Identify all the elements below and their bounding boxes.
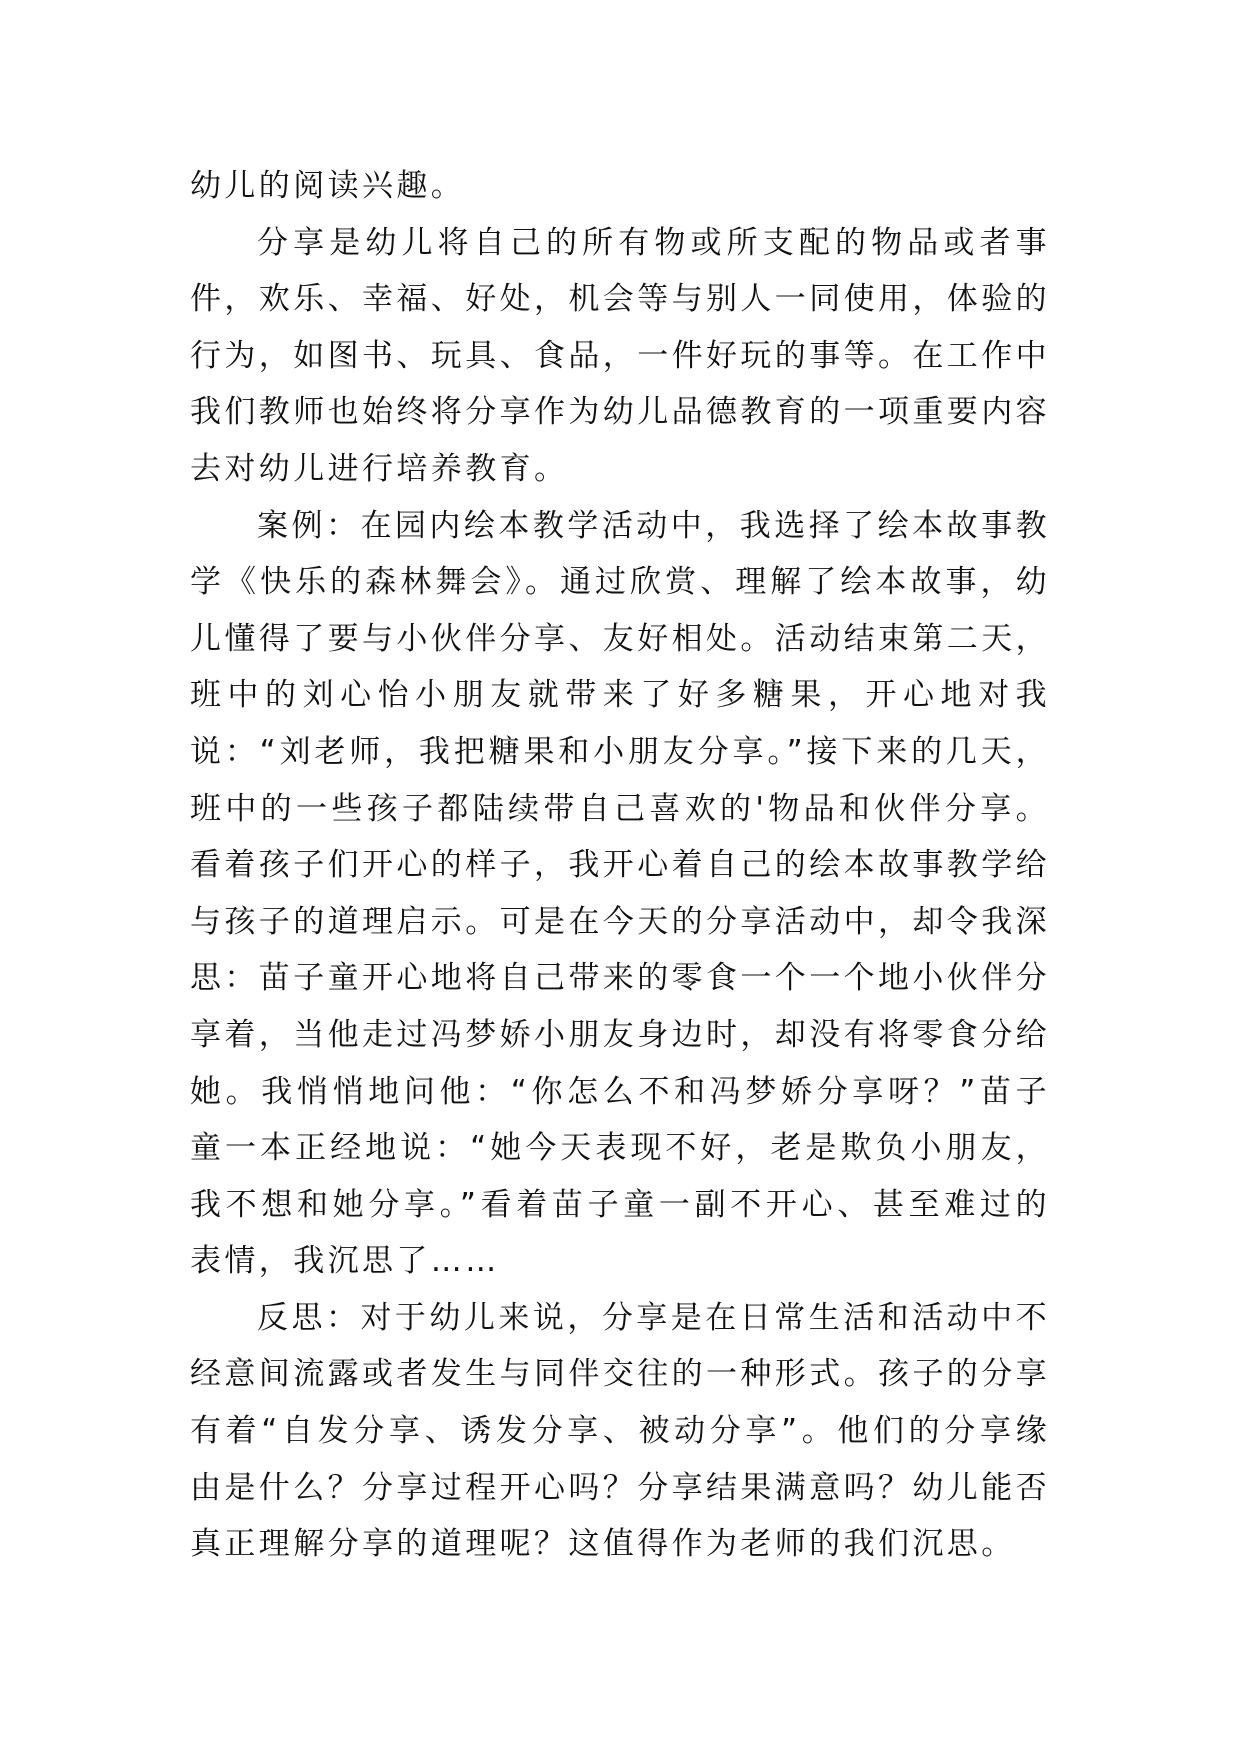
paragraph-continuation: 幼儿的阅读兴趣。 xyxy=(190,168,466,204)
paragraph-sharing-definition: 分享是幼儿将自己的所有物或所支配的物品或者事件，欢乐、幸福、好处，机会等与别人一同使用，体验的行为，如图书、玩具、食品，一件好玩的事等。在工作中我们教师也始终将分享作为幼儿品德教育的一项重要内容去对幼儿进行培养教育。 xyxy=(190,224,1050,487)
paragraph-reflection: 反思：对于幼儿来说，分享是在日常生活和活动中不经意间流露或者发生与同伴交往的一种形式。孩子的分享有着“自发分享、诱发分享、被动分享”。他们的分享缘由是什么？分享过程开心吗？分享结果满意吗？幼儿能否真正理解分享的道理呢？这值得作为老师的我们沉思。 xyxy=(190,1299,1050,1563)
paragraph-case: 案例：在园内绘本教学活动中，我选择了绘本故事教学《快乐的森林舞会》。通过欣赏、理解了绘本故事，幼儿懂得了要与小伙伴分享、友好相处。活动结束第二天，班中的刘心怡小朋友就带来了好多糖果，开心地对我说：“刘老师，我把糖果和小朋友分享。”接下来的几天，班中的一些孩子都陆续带自己喜欢的'物品和伙伴分享。看着孩子们开心的样子，我开心着自己的绘本故事教学给与孩子的道理启示。可是在今天的分享活动中，却令我深思：苗子童开心地将自己带来的零食一个一个地小伙伴分享着，当他走过冯梦娇小朋友身边时，却没有将零食分给她。我悄悄地问他：“你怎么不和冯梦娇分享呀？”苗子童一本正经地说：“她今天表现不好，老是欺负小朋友，我不想和她分享。”看着苗子童一副不开心、甚至难过的表情，我沉思了…… xyxy=(190,507,1050,1280)
document-body xyxy=(190,158,1050,1573)
